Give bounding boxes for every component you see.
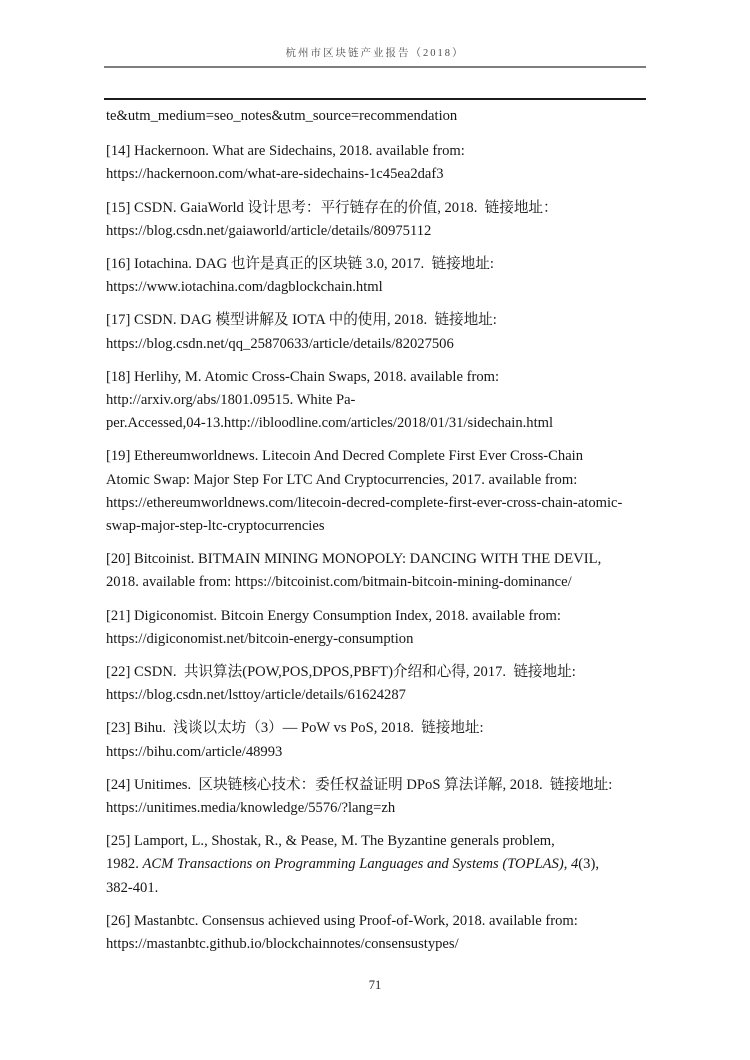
reference-line: https://www.iotachina.com/dagblockchain.html [106, 279, 383, 296]
page-number: 71 [368, 978, 382, 992]
reference-line: per.Accessed,04-13.http://ibloodline.com/articles/2018/01/31/sidechain.html [106, 415, 554, 432]
reference-item [106, 253, 662, 299]
reference-line: Atomic Swap: Major Step For LTC And Cryptocurrencies, 2017. available from: [106, 471, 578, 488]
reference-line: https://blog.csdn.net/lsttoy/article/details/61624287 [106, 687, 406, 704]
reference-line: [17] CSDN. DAG 模型讲解及 IOTA 中的使用, 2018. 链接地址: [106, 312, 497, 329]
reference-line [106, 853, 662, 876]
reference-item [106, 661, 662, 707]
reference-line: [25] Lamport, L., Shostak, R., & Pease, M. The Byzantine generals problem, [106, 833, 555, 850]
reference-item [106, 197, 662, 243]
reference-line: https://digiconomist.net/bitcoin-energy-consumption [106, 630, 414, 647]
page-footer [0, 978, 750, 993]
reference-line: [24] Unitimes. 区块链核心技术：委任权益证明 DPoS 算法详解, 2018. 链接地址: [106, 776, 613, 793]
reference-item [106, 366, 662, 436]
reference-line: [16] Iotachina. DAG 也许是真正的区块链 3.0, 2017. 链接地址: [106, 256, 494, 273]
body-top-rule [104, 98, 646, 100]
italic-text-segment: ACM Transactions on Programming Languages and Systems (TOPLAS) [142, 856, 564, 873]
reference-item [106, 140, 662, 186]
italic-text-segment: 4 [571, 856, 579, 873]
references-body [106, 105, 662, 966]
text-segment: , [563, 856, 571, 873]
reference-line: [23] Bihu. 浅谈以太坊（3）— PoW vs PoS, 2018. 链接地址: [106, 720, 484, 737]
reference-line: [19] Ethereumworldnews. Litecoin And Decred Complete First Ever Cross-Chain [106, 448, 584, 465]
reference-line: [22] CSDN. 共识算法(POW,POS,DPOS,PBFT)介绍和心得, 2017. 链接地址: [106, 664, 576, 681]
reference-line: 382-401. [106, 879, 159, 896]
reference-item [106, 774, 662, 820]
reference-item [106, 548, 662, 594]
reference-line: http://arxiv.org/abs/1801.09515. White Pa- [106, 392, 356, 409]
url-continuation-text: te&utm_medium=seo_notes&utm_source=recommendation [106, 108, 458, 124]
reference-line: [15] CSDN. GaiaWorld 设计思考：平行链存在的价值, 2018. 链接地址： [106, 199, 558, 216]
reference-item [106, 309, 662, 355]
reference-line: https://bihu.com/article/48993 [106, 743, 283, 760]
text-segment: 1982. [106, 856, 143, 873]
reference-line: [18] Herlihy, M. Atomic Cross-Chain Swaps, 2018. available from: [106, 368, 500, 385]
reference-line: https://unitimes.media/knowledge/5576/?lang=zh [106, 800, 396, 817]
reference-line: https://ethereumworldnews.com/litecoin-decred-complete-first-ever-cross-chain-atomic- [106, 494, 623, 511]
reference-item [106, 445, 662, 538]
reference-line: https://blog.csdn.net/gaiaworld/article/details/80975112 [106, 222, 432, 239]
text-segment: (3), [578, 856, 599, 873]
reference-line: [14] Hackernoon. What are Sidechains, 2018. available from: [106, 143, 465, 160]
reference-item [106, 717, 662, 763]
running-header-title: 杭州市区块链产业报告（2018） [285, 48, 465, 59]
reference-line: https://hackernoon.com/what-are-sidechains-1c45ea2daf3 [106, 166, 444, 183]
reference-list [106, 140, 662, 956]
reference-line: [21] Digiconomist. Bitcoin Energy Consumption Index, 2018. available from: [106, 607, 561, 624]
reference-item [106, 910, 662, 956]
reference-line: [20] Bitcoinist. BITMAIN MINING MONOPOLY: DANCING WITH THE DEVIL, [106, 551, 602, 568]
reference-line: [26] Mastanbtc. Consensus achieved using Proof-of-Work, 2018. available from: [106, 912, 578, 929]
reference-line: https://mastanbtc.github.io/blockchainnotes/consensustypes/ [106, 936, 459, 953]
reference-item [106, 830, 662, 900]
reference-line: swap-major-step-ltc-cryptocurrencies [106, 518, 325, 535]
reference-line: https://blog.csdn.net/qq_25870633/article/details/82027506 [106, 335, 454, 352]
header-rule [104, 66, 646, 68]
reference-item [106, 605, 662, 651]
reference-line: 2018. available from: https://bitcoinist.com/bitmain-bitcoin-mining-dominance/ [106, 574, 572, 591]
